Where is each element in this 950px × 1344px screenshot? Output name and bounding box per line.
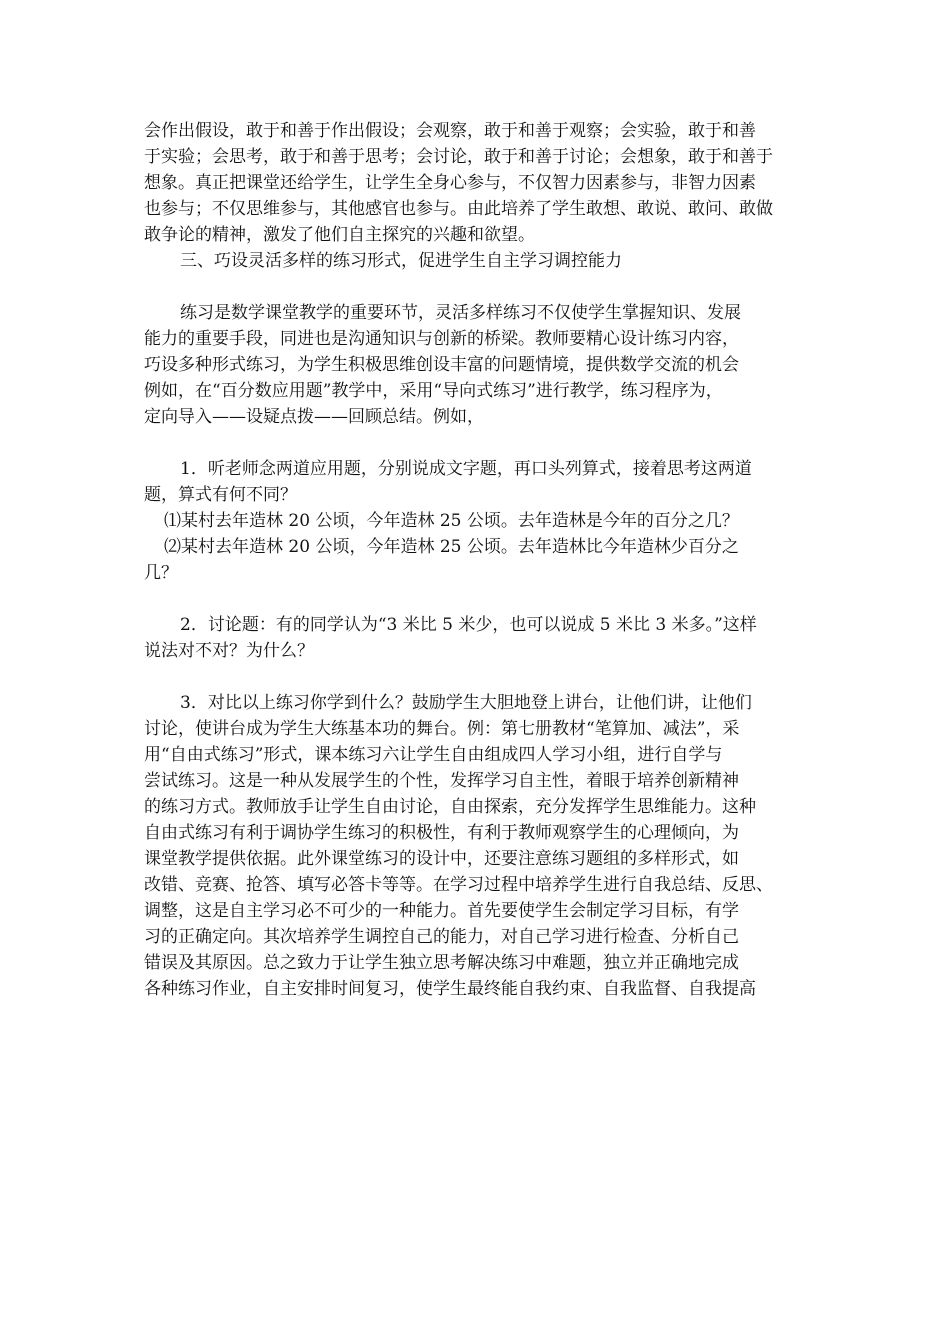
- text-line: 也参与；不仅思维参与，其他感官也参与。由此培养了学生敢想、敢说、敢问、敢做: [144, 199, 773, 219]
- sub-question-1: ⑴某村去年造林 20 公顷，今年造林 25 公顷。去年造林是今年的百分之几？: [164, 511, 739, 531]
- text-line: 定向导入——设疑点拨——回顾总结。例如，: [144, 407, 484, 427]
- text-line: 自由式练习有利于调协学生练习的积极性，有利于教师观察学生的心理倾向，为: [144, 823, 739, 843]
- text-line: 想象。真正把课堂还给学生，让学生全身心参与，不仅智力因素参与，非智力因素: [144, 173, 756, 193]
- exercise-item-3: [144, 690, 812, 1002]
- text-line: 于实验；会思考，敢于和善于思考；会讨论，敢于和善于讨论；会想象，敢于和善于: [144, 147, 773, 167]
- sub-question-2: ⑵某村去年造林 20 公顷，今年造林 25 公顷。去年造林比今年造林少百分之: [164, 537, 739, 557]
- spacer: [144, 430, 812, 456]
- text-line: 说法对不对？为什么？: [144, 641, 314, 661]
- text-line: 巧设多种形式练习，为学生积极思维创设丰富的问题情境，提供数学交流的机会: [144, 355, 739, 375]
- paragraph-autonomy: [144, 118, 812, 248]
- text-line: 各种练习作业，自主安排时间复习，使学生最终能自我约束、自我监督、自我提高: [144, 979, 756, 999]
- text-line: 会作出假设，敢于和善于作出假设；会观察，敢于和善于观察；会实验，敢于和善: [144, 121, 756, 141]
- text-line: 课堂教学提供依据。此外课堂练习的设计中，还要注意练习题组的多样形式，如: [144, 849, 739, 869]
- text-line: 几？: [144, 563, 178, 583]
- text-line: 改错、竞赛、抢答、填写必答卡等等。在学习过程中培养学生进行自我总结、反思、: [144, 875, 773, 895]
- text-line: 调整，这是自主学习必不可少的一种能力。首先要使学生会制定学习目标，有学: [144, 901, 739, 921]
- text-line: 讨论，使讲台成为学生大练基本功的舞台。例：第七册教材“笔算加、减法”，采: [144, 719, 740, 739]
- spacer: [144, 664, 812, 690]
- text-line: 错误及其原因。总之致力于让学生独立思考解决练习中难题，独立并正确地完成: [144, 953, 739, 973]
- document-body: [144, 118, 812, 1002]
- spacer: [144, 274, 812, 300]
- text-line: 用“自由式练习”形式，课本练习六让学生自由组成四人学习小组，进行自学与: [144, 745, 723, 765]
- section-heading-3: 三、巧设灵活多样的练习形式，促进学生自主学习调控能力: [180, 251, 622, 271]
- text-line: 敢争论的精神，激发了他们自主探究的兴趣和欲望。: [144, 225, 535, 245]
- paragraph-practice: [144, 300, 812, 430]
- exercise-item-2: [144, 612, 812, 664]
- text-line: 习的正确定向。其次培养学生调控自己的能力，对自己学习进行检查、分析自己: [144, 927, 739, 947]
- text-line: 2．讨论题：有的同学认为“3 米比 5 米少，也可以说成 5 米比 3 米多。”这样: [180, 615, 757, 635]
- spacer: [144, 586, 812, 612]
- text-line: 的练习方式。教师放手让学生自由讨论，自由探索，充分发挥学生思维能力。这种: [144, 797, 756, 817]
- text-line: 尝试练习。这是一种从发展学生的个性，发挥学习自主性，着眼于培养创新精神: [144, 771, 739, 791]
- text-line: 3．对比以上练习你学到什么？鼓励学生大胆地登上讲台，让他们讲，让他们: [180, 693, 752, 713]
- text-line: 例如，在“百分数应用题”教学中，采用“导向式练习”进行教学，练习程序为，: [144, 381, 723, 401]
- exercise-item-1: [144, 456, 812, 586]
- text-line: 1．听老师念两道应用题，分别说成文字题，再口头列算式，接着思考这两道: [180, 459, 752, 479]
- text-line: 能力的重要手段，同进也是沟通知识与创新的桥梁。教师要精心设计练习内容，: [144, 329, 739, 349]
- text-line: 题，算式有何不同？: [144, 485, 297, 505]
- text-line: 练习是数学课堂教学的重要环节，灵活多样练习不仅使学生掌握知识、发展: [180, 303, 741, 323]
